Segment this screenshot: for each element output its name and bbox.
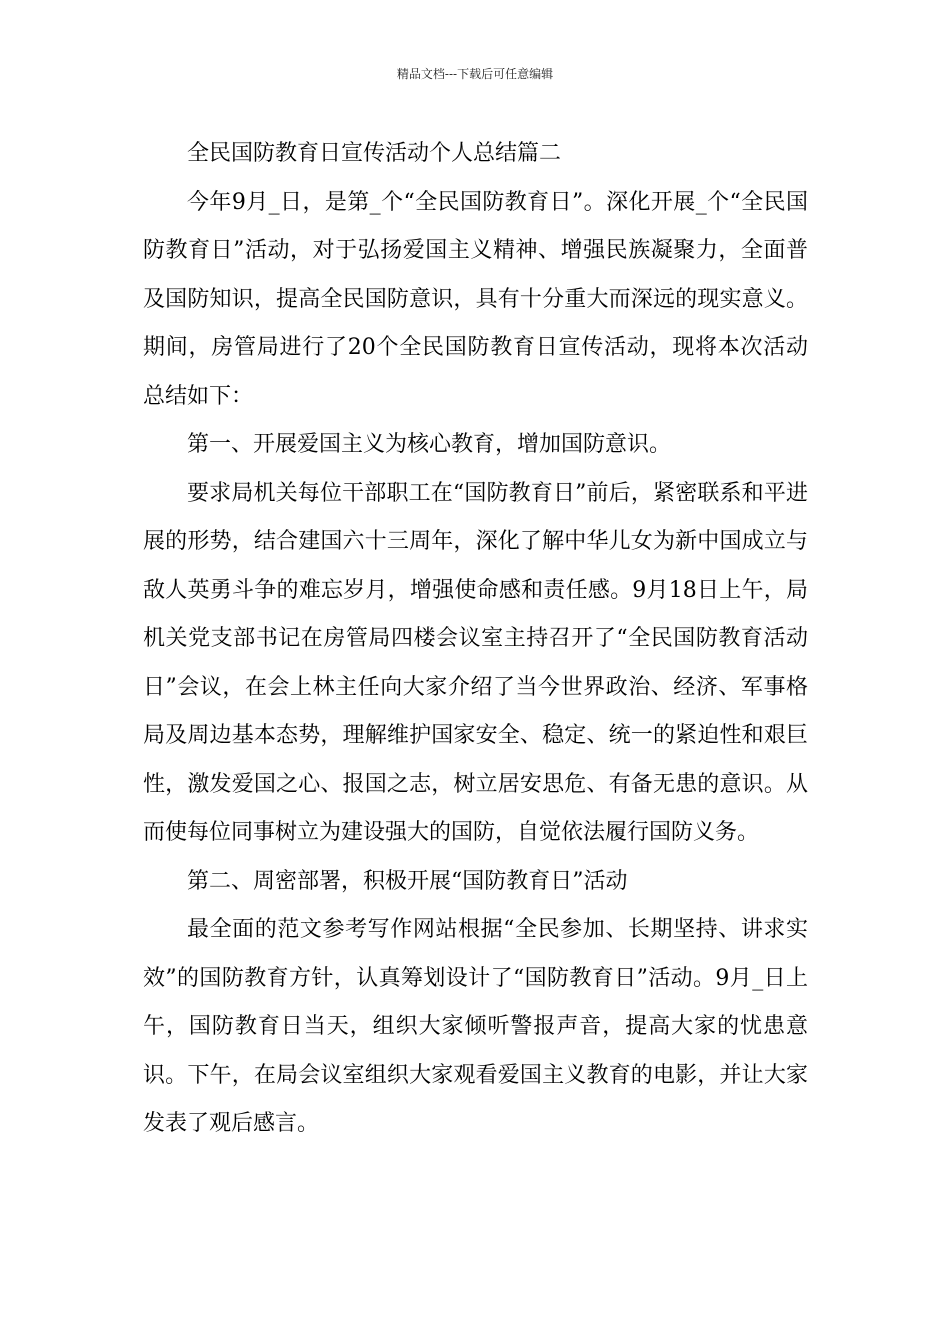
paragraph-section-1: 要求局机关每位干部职工在“国防教育日”前后，紧密联系和平进展的形势，结合建国六十三周年，深化了解中华儿女为新中国成立与敌人英勇斗争的难忘岁月，增强使命感和责任感。9月18日上午，局机关党支部书记在房管局四楼会议室主持召开了“全民国防教育活动日”会议，在会上林主任向大家介绍了当今世界政治、经济、军事格局及周边基本态势，理解维护国家安全、稳定、统一的紧迫性和艰巨性，激发爱国之心、报国之志，树立居安思危、有备无患的意识。从而使每位同事树立为建设强大的国防，自觉依法履行国防义务。 <box>143 480 808 845</box>
paragraph-intro: 今年9月_日，是第_个“全民国防教育日”。深化开展_个“全民国防教育日”活动，对于弘扬爱国主义精神、增强民族凝聚力，全面普及国防知识，提高全民国防意识，具有十分重大而深远的现实意义。期间，房管局进行了20个全民国防教育日宣传活动，现将本次活动总结如下： <box>143 189 808 409</box>
document-body <box>143 130 808 1149</box>
document-title: 全民国防教育日宣传活动个人总结篇二 <box>187 141 562 166</box>
section-heading-1: 第一、开展爱国主义为核心教育，增加国防意识。 <box>187 432 672 457</box>
section-heading-2: 第二、周密部署，积极开展“国防教育日”活动 <box>187 868 628 894</box>
page-header: 精品文档---下载后可任意编辑 <box>396 67 554 81</box>
paragraph-section-2: 最全面的范文参考写作网站根据“全民参加、长期坚持、讲求实效”的国防教育方针，认真筹划设计了“国防教育日”活动。9月_日上午，国防教育日当天，组织大家倾听警报声音，提高大家的忧患意识。下午，在局会议室组织大家观看爱国主义教育的电影，并让大家发表了观后感言。 <box>143 917 808 1136</box>
